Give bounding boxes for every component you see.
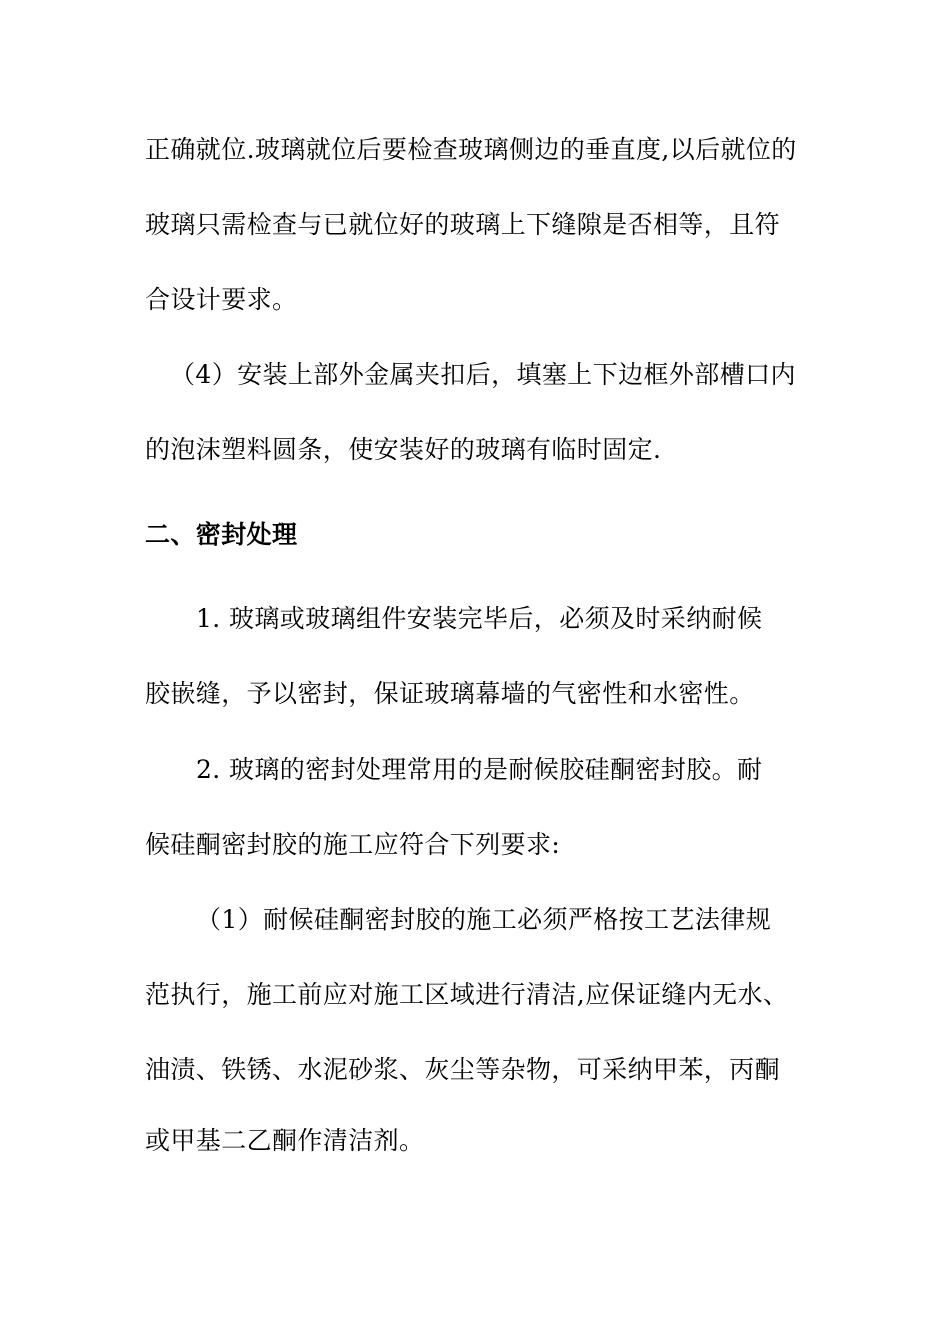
paragraph-line: 范执行，施工前应对施工区域进行清洁,应保证缝内无水、: [145, 980, 789, 1009]
list-item-line: 1. 玻璃或玻璃组件安装完毕后，必须及时采纳耐候: [196, 604, 763, 633]
list-item-line: 2. 玻璃的密封处理常用的是耐候胶硅酮密封胶。耐: [196, 755, 763, 784]
section-heading: 二、密封处理: [145, 520, 298, 549]
paragraph-line: 或甲基二乙酮作清洁剂。: [145, 1126, 425, 1155]
paragraph-line: 玻璃只需检查与已就位好的玻璃上下缝隙是否相等，且符: [145, 210, 781, 239]
list-item-line: （4）安装上部外金属夹扣后，填塞上下边框外部槽口内: [170, 360, 796, 389]
paragraph-line: 合设计要求。: [145, 285, 298, 314]
paragraph-line: 的泡沫塑料圆条，使安装好的玻璃有临时固定.: [145, 435, 662, 464]
paragraph-line: 正确就位.玻璃就位后要检查玻璃侧边的垂直度,以后就位的: [145, 135, 797, 164]
paragraph-line: 油渍、铁锈、水泥砂浆、灰尘等杂物，可采纳甲苯，丙酮: [145, 1055, 781, 1084]
paragraph-line: 胶嵌缝，予以密封，保证玻璃幕墙的气密性和水密性。: [145, 679, 755, 708]
list-item-line: （1）耐候硅酮密封胶的施工必须严格按工艺法律规: [196, 905, 772, 934]
paragraph-line: 候硅酮密封胶的施工应符合下列要求:: [145, 830, 561, 859]
